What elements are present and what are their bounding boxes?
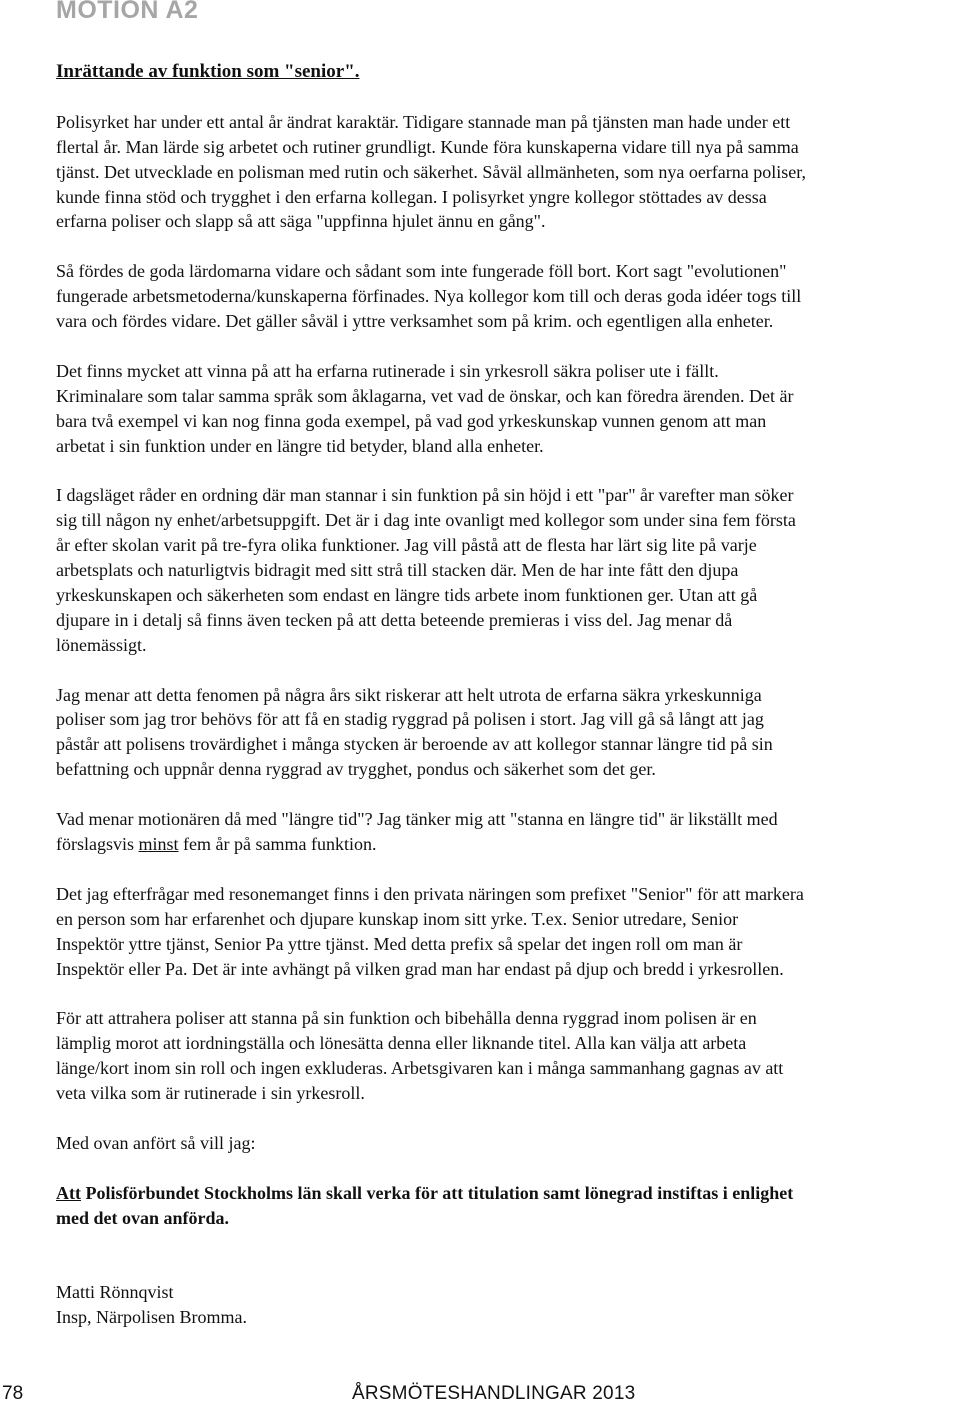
- text-line: poliser som jag tror behövs för att få en stadig ryggrad på polisen i stort. Jag vill gå så långt att jag: [56, 709, 764, 730]
- text-line: sig till någon ny enhet/arbetsuppgift. Det är i dag inte ovanligt med kollegor som under sina fem första: [56, 510, 796, 531]
- text-segment: Polisförbundet Stockholms län skall verka för att titulation samt lönegrad instiftas i enlighet: [81, 1182, 794, 1203]
- document-body: [56, 60, 946, 1330]
- paragraph-7: [56, 882, 946, 982]
- text-line: kunde finna stöd och trygghet i den erfarna kollegan. I polisyrket yngre kollegor stöttades av dessa: [56, 186, 767, 207]
- text-line: fungerade arbetsmetoderna/kunskaperna förfinades. Nya kollegor kom till och deras goda idéer togs till: [56, 286, 802, 307]
- paragraph-8: [56, 1006, 946, 1106]
- text-line: lönemässigt.: [56, 634, 147, 655]
- text-line: För att attrahera poliser att stanna på sin funktion och bibehålla denna ryggrad inom polisen är en: [56, 1008, 757, 1029]
- motion-header: MOTION A2: [56, 0, 199, 24]
- text-line: Vad menar motionären då med "längre tid"? Jag tänker mig att "stanna en längre tid" är likställt med: [56, 809, 778, 830]
- text-line: Det finns mycket att vinna på att ha erfarna rutinerade i sin yrkesroll säkra poliser ute i fällt.: [56, 360, 719, 381]
- text-line: påstår att polisens trovärdighet i många stycken är beroende av att kollegor stannar längre tid på sin: [56, 734, 773, 755]
- text-line: Kriminalare som talar samma språk som åklagarna, vet vad de önskar, och kan föredra ärenden. Det är: [56, 385, 794, 406]
- motion-title: Inrättande av funktion som "senior".: [56, 61, 360, 82]
- text-line: arbetat i sin funktion under en längre tid betyder, bland alla enheter.: [56, 435, 544, 456]
- text-line: vara och fördes vidare. Det gäller såväl i yttre verksamhet som på krim. och egentligen alla enheter.: [56, 311, 774, 332]
- decision-statement: [56, 1181, 946, 1231]
- signature-role: Insp, Närpolisen Bromma.: [56, 1307, 247, 1328]
- text-line: en person som har erfarenhet och djupare kunskap inom sitt yrke. T.ex. Senior utredare, Senior: [56, 908, 739, 929]
- text-line: arbetsplats och naturligtvis bidragit med sitt strå till stacken där. Men de har inte fått den djupa: [56, 560, 739, 581]
- paragraph-5: [56, 683, 946, 783]
- signature-block: [56, 1280, 946, 1330]
- page-number: 78: [2, 1383, 24, 1404]
- text-line: lämplig morot att iordningställa och lönesätta denna eller liknande titel. Alla kan välja att arbeta: [56, 1033, 747, 1054]
- text-line: tjänst. Det utvecklade en polisman med rutin och säkerhet. Såväl allmänheten, som nya oerfarna poliser,: [56, 161, 807, 182]
- text-line: Inspektör eller Pa. Det är inte avhängt på vilken grad man har endast på djup och bredd i yrkesrollen.: [56, 958, 784, 979]
- text-segment: förslagsvis: [56, 834, 139, 854]
- text-line: befattning och uppnår denna ryggrad av trygghet, pondus och säkerhet som det ger.: [56, 759, 656, 780]
- text-line: år efter skolan varit på tre-fyra olika funktioner. Jag vill påstå att de flesta har lärt sig lite på varje: [56, 535, 757, 556]
- text-line: erfarna poliser och slapp så att säga "uppfinna hjulet ännu en gång".: [56, 211, 546, 232]
- text-line: [56, 1181, 946, 1206]
- text-line: veta vilka som är rutinerade i sin yrkesroll.: [56, 1083, 365, 1104]
- signature-name: Matti Rönnqvist: [56, 1282, 174, 1303]
- text-line: [56, 832, 946, 857]
- text-line: yrkeskunskapen och säkerheten som endast en längre tids arbete inom funktionen ger. Utan att gå: [56, 584, 758, 605]
- text-line: Så fördes de goda lärdomarna vidare och sådant som inte fungerade föll bort. Kort sagt "evolutionen": [56, 261, 787, 282]
- text-line: Polisyrket har under ett antal år ändrat karaktär. Tidigare stannade man på tjänsten man hade under ett: [56, 111, 791, 132]
- text-line: flertal år. Man lärde sig arbetet och rutiner grundligt. Kunde föra kunskaperna vidare till nya på samma: [56, 136, 799, 157]
- text-line: Med ovan anfört så vill jag:: [56, 1132, 256, 1153]
- paragraph-1: [56, 110, 946, 235]
- underlined-word: minst: [138, 834, 179, 854]
- footer-title: ÅRSMÖTESHANDLINGAR 2013: [352, 1383, 636, 1404]
- text-line: Inspektör yttre tjänst, Senior Pa yttre tjänst. Med detta prefix så spelar det ingen roll om man är: [56, 933, 743, 954]
- text-line: I dagsläget råder en ordning där man stannar i sin funktion på sin höjd i ett "par" år varefter man söker: [56, 485, 794, 506]
- paragraph-6: [56, 807, 946, 857]
- text-line: länge/kort inom sin roll och ingen exkluderas. Arbetsgivaren kan i många sammanhang gagnas av att: [56, 1058, 784, 1079]
- text-line: med det ovan anförda.: [56, 1207, 230, 1228]
- underlined-word: Att: [56, 1182, 81, 1203]
- paragraph-4: [56, 483, 946, 657]
- text-line: bara två exempel vi kan nog finna goda exempel, på vad god yrkeskunskap vunnen genom att man: [56, 410, 767, 431]
- paragraph-9: [56, 1131, 946, 1156]
- text-line: Jag menar att detta fenomen på några års sikt riskerar att helt utrota de erfarna säkra yrkeskunniga: [56, 684, 762, 705]
- text-line: djupare in i detalj så finns även tecken på att detta beteende premieras i viss del. Jag menar då: [56, 609, 733, 630]
- paragraph-3: [56, 359, 946, 459]
- paragraph-2: [56, 259, 946, 334]
- text-line: Det jag efterfrågar med resonemanget finns i den privata näringen som prefixet "Senior" för att markera: [56, 883, 804, 904]
- text-segment: fem år på samma funktion.: [178, 834, 377, 854]
